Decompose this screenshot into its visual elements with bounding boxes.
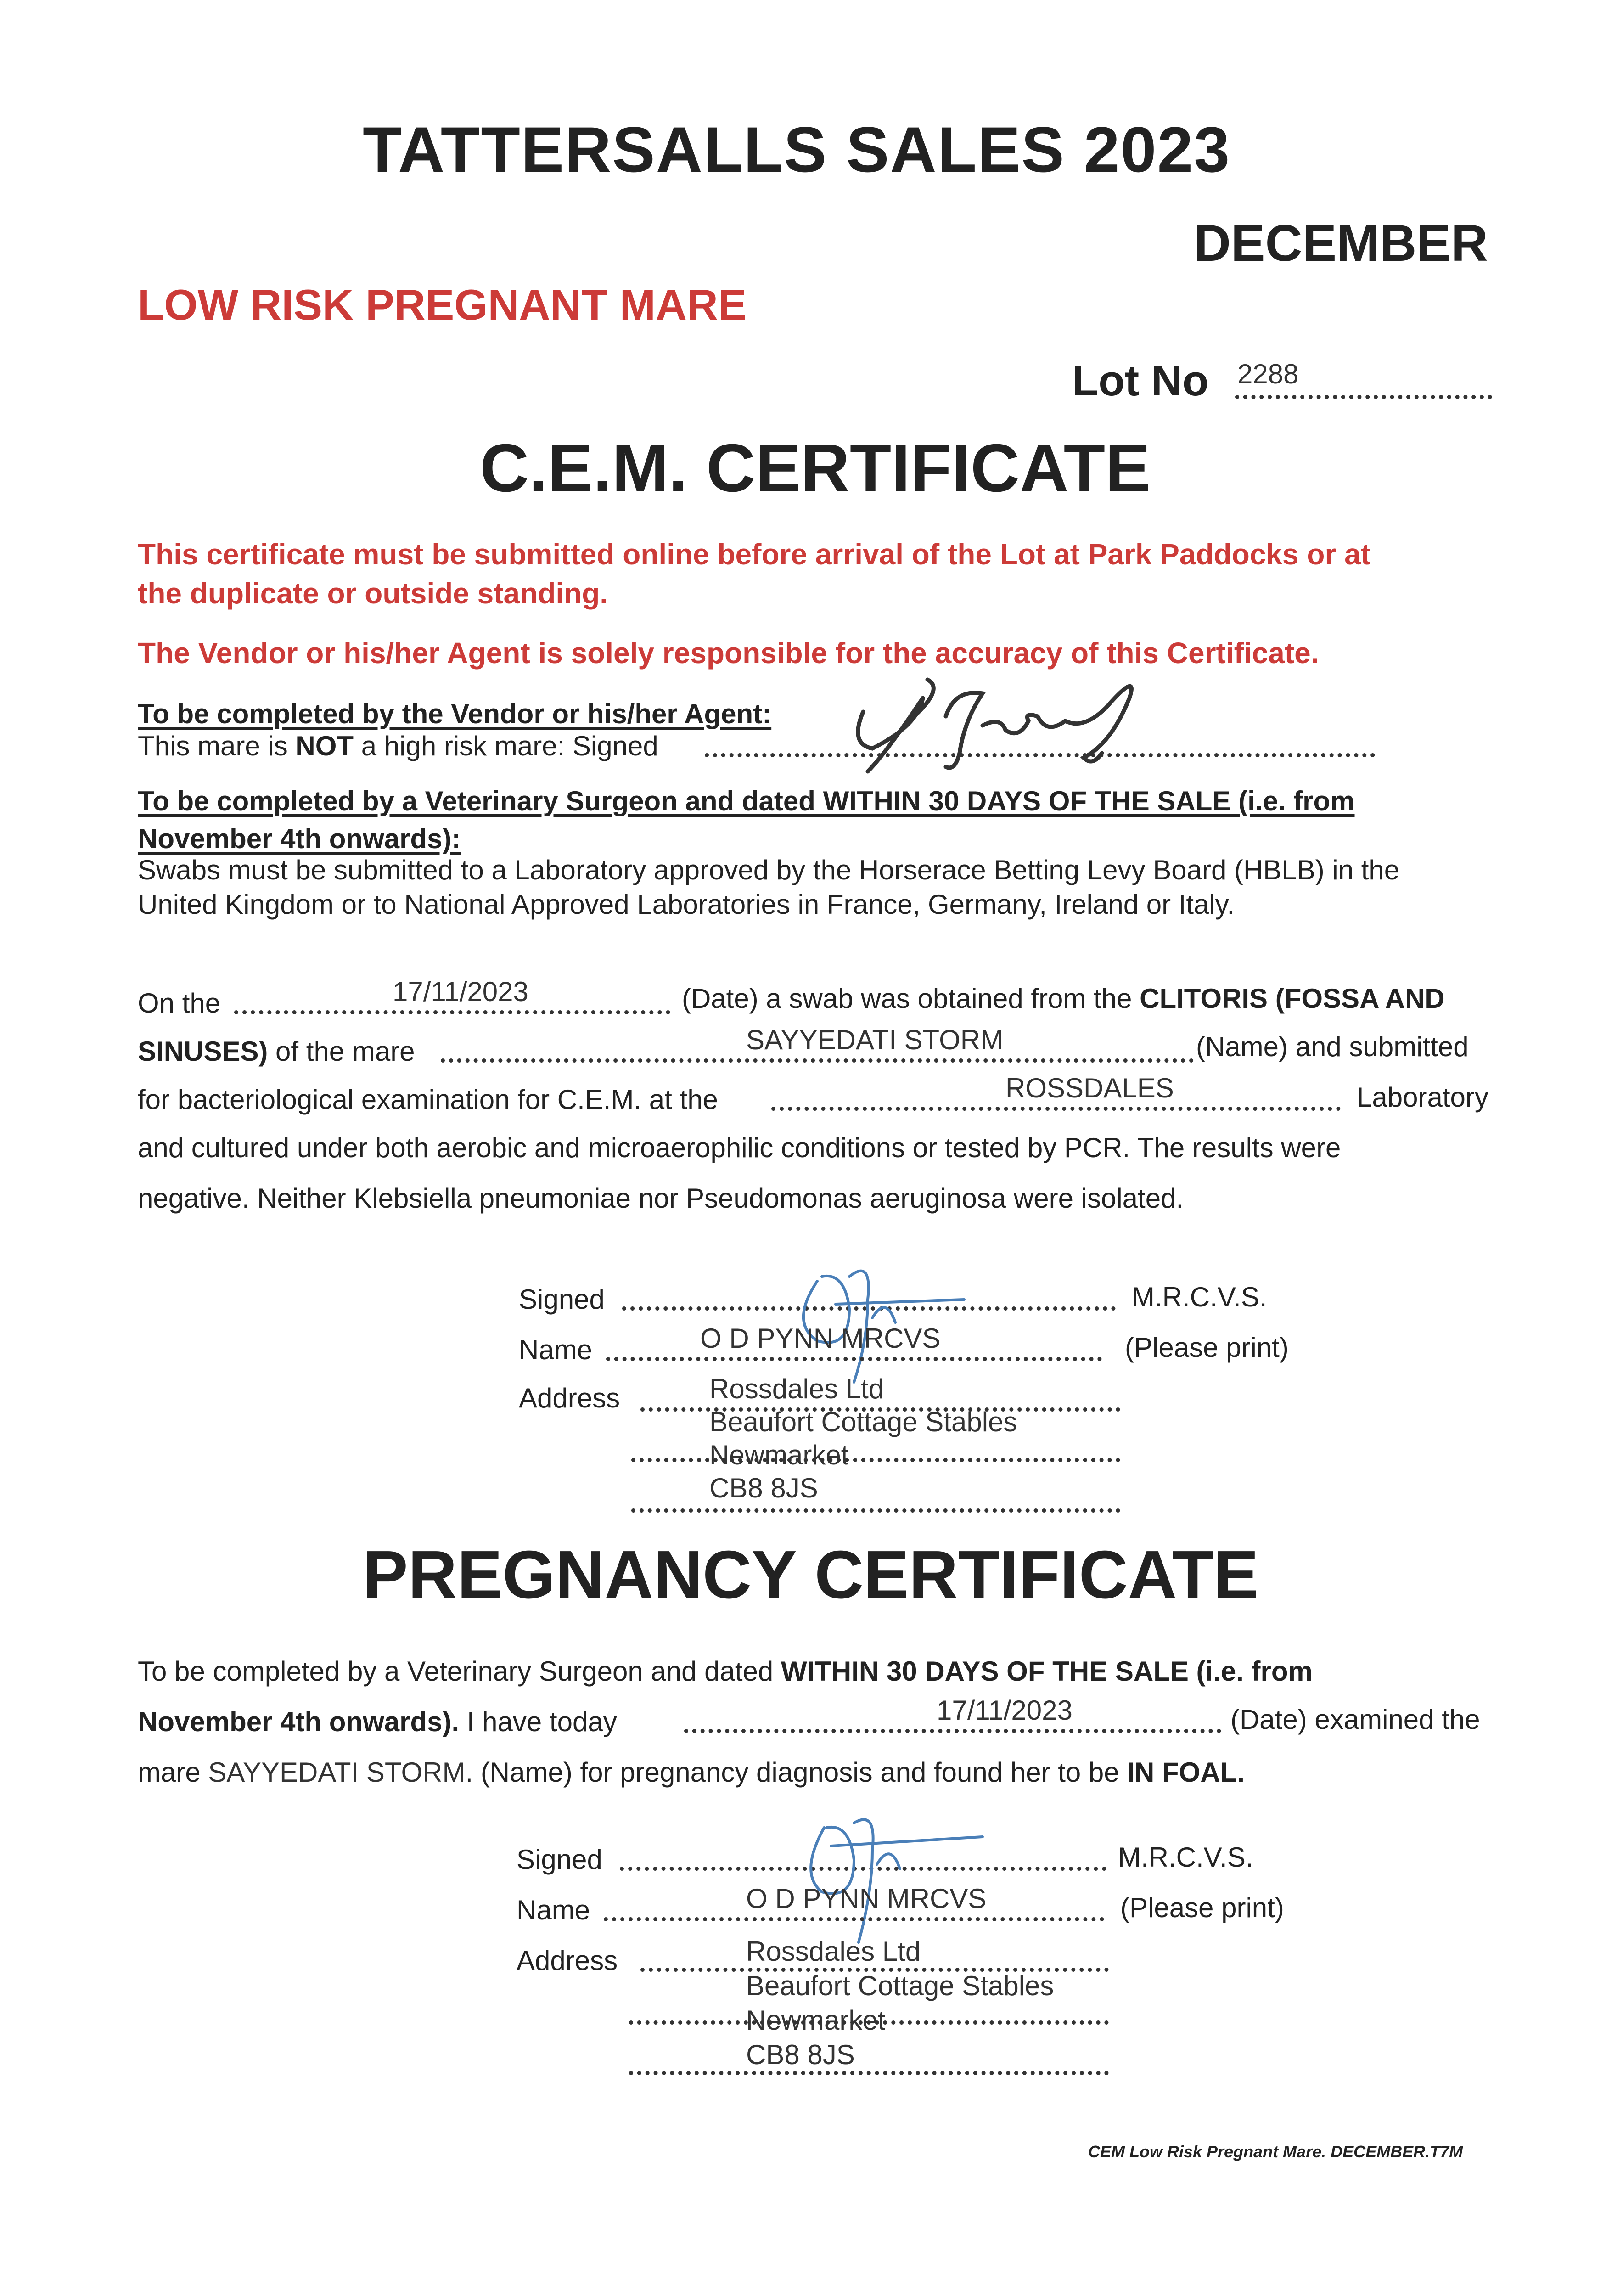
name-submitted-text: (Name) and submitted [1196,1031,1469,1062]
cem-notice-1b: the duplicate or outside standing. [138,577,608,610]
cem-date: 17/11/2023 [393,976,528,1007]
preg-line3-b: . (Name) for pregnancy diagnosis and found her to be [465,1757,1127,1788]
pregnancy-line-1 [138,1655,1313,1687]
lot-label: Lot No [1072,356,1209,405]
document-title: TATTERSALLS SALES 2023 [363,113,1231,186]
vet-heading-bold: WITHIN 30 DAYS OF THE SALE (i.e. from [823,786,1355,816]
vendor-declaration [138,730,658,762]
pregnancy-line-2 [138,1706,617,1738]
preg-line3-a: mare [138,1757,208,1788]
clitoris-text: CLITORIS (FOSSA AND [1140,983,1445,1014]
footer-reference: CEM Low Risk Pregnant Mare. DECEMBER.T7M [1088,2142,1463,2161]
swab-text-1: Swabs must be submitted to a Laboratory approved by the Horserace Betting Levy Board (HBLB) in the [138,855,1400,885]
preg-line2-bold: November 4th onwards). [138,1706,460,1737]
negative-text: negative. Neither Klebsiella pneumoniae nor Pseudomonas aeruginosa were isolated. [138,1183,1184,1214]
cem-mare-name: SAYYEDATI STORM [746,1024,1004,1055]
vet-heading-2: November 4th onwards): [138,823,461,854]
cem-address-3: Newmarket [709,1440,849,1470]
preg-address-label: Address [517,1945,618,1976]
preg-line1-a: To be completed by a Veterinary Surgeon and dated [138,1656,781,1687]
date-text: (Date) a swab was obtained from the [682,983,1140,1014]
of-mare-text: of the mare [268,1036,415,1067]
vet-heading [138,785,1355,817]
cem-mrcvs: M.R.C.V.S. [1132,1282,1267,1312]
cem-address-2: Beaufort Cottage Stables [709,1407,1017,1437]
vendor-text-b: a high risk mare: Signed [354,731,658,761]
vendor-text-not: NOT [295,731,354,761]
vendor-heading: To be completed by the Vendor or his/her Agent: [138,698,772,729]
vet-heading-a: To be completed by a Veterinary Surgeon and dated [138,786,823,816]
preg-address-1: Rossdales Ltd [746,1936,921,1967]
preg-line3-bold: IN FOAL. [1127,1757,1245,1788]
preg-line2-a: I have today [459,1706,617,1737]
on-the-label: On the [138,988,221,1019]
cem-para-1 [682,983,1445,1014]
cem-address-line-3 [631,1437,1120,1462]
preg-address-2: Beaufort Cottage Stables [746,1970,1054,2001]
cem-name-label: Name [519,1334,593,1365]
preg-line2-b: (Date) examined the [1230,1704,1480,1735]
pregnancy-line-3 [138,1756,1245,1788]
cem-laboratory: ROSSDALES [1005,1073,1174,1103]
preg-vet-name: O D PYNN MRCVS [746,1883,987,1914]
swab-text-2: United Kingdom or to National Approved Laboratories in France, Germany, Ireland or Italy. [138,889,1235,920]
vendor-signature [808,634,1221,781]
cultured-text: and cultured under both aerobic and microaerophilic conditions or tested by PCR. The results were [138,1132,1341,1163]
for-exam-text: for bacteriological examination for C.E.M. at the [138,1084,718,1115]
cem-address-1: Rossdales Ltd [709,1373,884,1404]
preg-address-line-4 [629,2050,1109,2075]
cem-notice-1: This certificate must be submitted online before arrival of the Lot at Park Paddocks or at [138,538,1371,571]
preg-address-3: Newmarket [746,2005,886,2036]
sinuses-text: SINUSES) [138,1036,268,1067]
preg-signed-label: Signed [517,1844,602,1875]
mare-category: LOW RISK PREGNANT MARE [138,281,747,329]
cem-address-label: Address [519,1383,620,1413]
cem-please-print: (Please print) [1125,1332,1289,1363]
cem-signed-label: Signed [519,1284,605,1315]
preg-line1-bold: WITHIN 30 DAYS OF THE SALE (i.e. from [781,1656,1313,1687]
lot-number: 2288 [1237,359,1299,389]
cem-heading: C.E.M. CERTIFICATE [480,430,1151,506]
cem-para-2 [138,1035,415,1067]
preg-mare-name: SAYYEDATI STORM [208,1757,466,1788]
preg-vet-signature [781,1805,1019,1952]
preg-please-print: (Please print) [1120,1892,1284,1923]
laboratory-text: Laboratory [1357,1082,1488,1113]
preg-address-4: CB8 8JS [746,2039,855,2070]
cem-address-line-4 [631,1488,1120,1513]
preg-mrcvs: M.R.C.V.S. [1118,1842,1253,1873]
preg-date: 17/11/2023 [937,1695,1073,1726]
cem-address-4: CB8 8JS [709,1473,818,1503]
cem-notice-2: The Vendor or his/her Agent is solely responsible for the accuracy of this Certificate. [138,636,1319,670]
sale-month: DECEMBER [1194,214,1488,272]
preg-name-label: Name [517,1895,590,1925]
cem-vet-name: O D PYNN MRCVS [700,1323,941,1354]
pregnancy-heading: PREGNANCY CERTIFICATE [363,1537,1259,1613]
vendor-text-a: This mare is [138,731,296,761]
